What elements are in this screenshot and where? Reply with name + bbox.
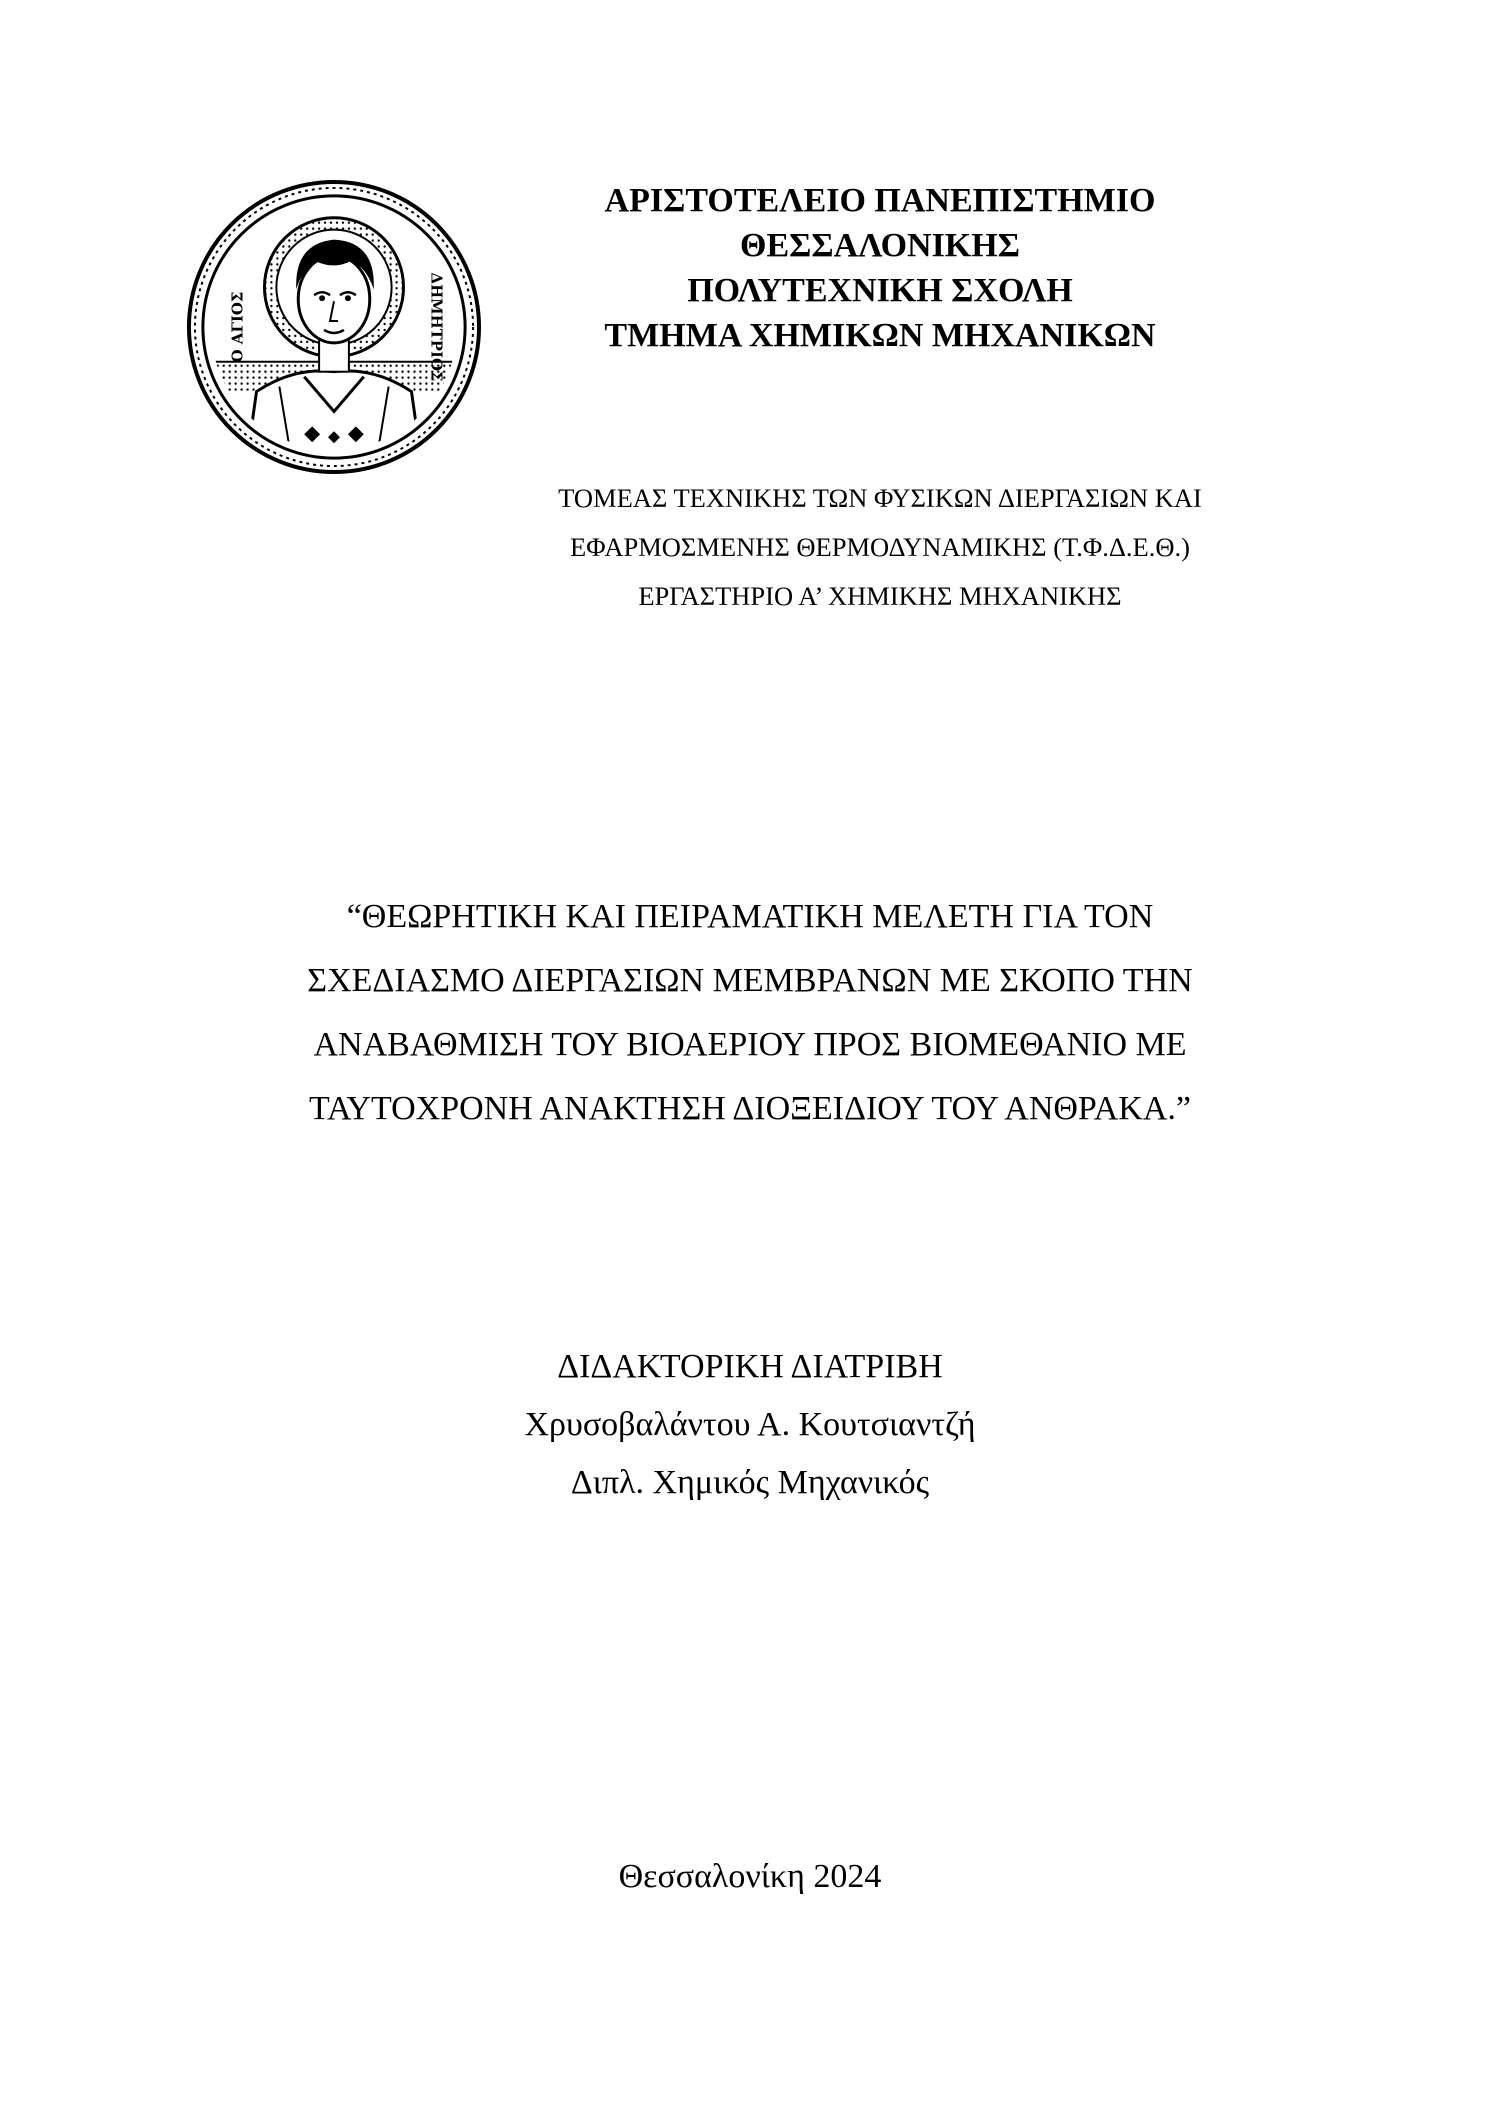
thesis-title-line: ΤΑΥΤΟΧΡΟΝΗ ΑΝΑΚΤΗΣΗ ΔΙΟΞΕΙΔΙΟΥ ΤΟΥ ΑΝΘΡΑΚΑ.” [308, 1090, 1192, 1127]
author-name: Χρυσοβαλάντου Α. Κουτσιαντζή [524, 1406, 976, 1443]
thesis-title [160, 885, 1340, 1141]
laboratory-line: ΕΡΓΑΣΤΗΡΙΟ Α’ ΧΗΜΙΚΗΣ ΜΗΧΑΝΙΚΗΣ [638, 581, 1122, 611]
university-name-line: ΑΡΙΣΤΟΤΕΛΕΙΟ ΠΑΝΕΠΙΣΤΗΜΙΟ [604, 182, 1156, 219]
place-date: Θεσσαλονίκη 2024 [618, 1858, 882, 1895]
thesis-title-line: ΑΝΑΒΑΘΜΙΣΗ ΤΟΥ ΒΙΟΑΕΡΙΟΥ ΠΡΟΣ ΒΙΟΜΕΘΑΝΙΟ ΜΕ [313, 1026, 1187, 1063]
author-block [440, 1338, 1060, 1512]
document-type: ΔΙΔΑΚΤΟΡΙΚΗ ΔΙΑΤΡΙΒΗ [557, 1348, 943, 1385]
division-line: ΤΟΜΕΑΣ ΤΕΧΝΙΚΗΣ ΤΩΝ ΦΥΣΙΚΩΝ ΔΙΕΡΓΑΣΙΩΝ ΚΑΙ [558, 483, 1202, 513]
svg-text:ΔΗΜΗΤΡΙΟΣ: ΔΗΜΗΤΡΙΟΣ [427, 272, 446, 382]
university-heading [520, 178, 1240, 358]
division-line: ΕΦΑΡΜΟΣΜΕΝΗΣ ΘΕΡΜΟΔΥΝΑΜΙΚΗΣ (Τ.Φ.Δ.Ε.Θ.) [570, 532, 1190, 562]
svg-text:Ο ΑΓΙΟΣ: Ο ΑΓΙΟΣ [228, 291, 247, 363]
university-city-line: ΘΕΣΣΑΛΟΝΙΚΗΣ [740, 227, 1020, 264]
university-seal-icon [185, 178, 483, 476]
thesis-title-line: “ΘΕΩΡΗΤΙΚΗ ΚΑΙ ΠΕΙΡΑΜΑΤΙΚΗ ΜΕΛΕΤΗ ΓΙΑ ΤΟΝ [346, 898, 1154, 935]
division-heading [440, 474, 1320, 621]
school-name-line: ΠΟΛΥΤΕΧΝΙΚΗ ΣΧΟΛΗ [687, 272, 1073, 309]
department-name-line: ΤΜΗΜΑ ΧΗΜΙΚΩΝ ΜΗΧΑΝΙΚΩΝ [604, 317, 1156, 354]
thesis-title-line: ΣΧΕΔΙΑΣΜΟ ΔΙΕΡΓΑΣΙΩΝ ΜΕΜΒΡΑΝΩΝ ΜΕ ΣΚΟΠΟ ΤΗΝ [307, 962, 1193, 999]
author-degree: Διπλ. Χημικός Μηχανικός [570, 1464, 930, 1501]
